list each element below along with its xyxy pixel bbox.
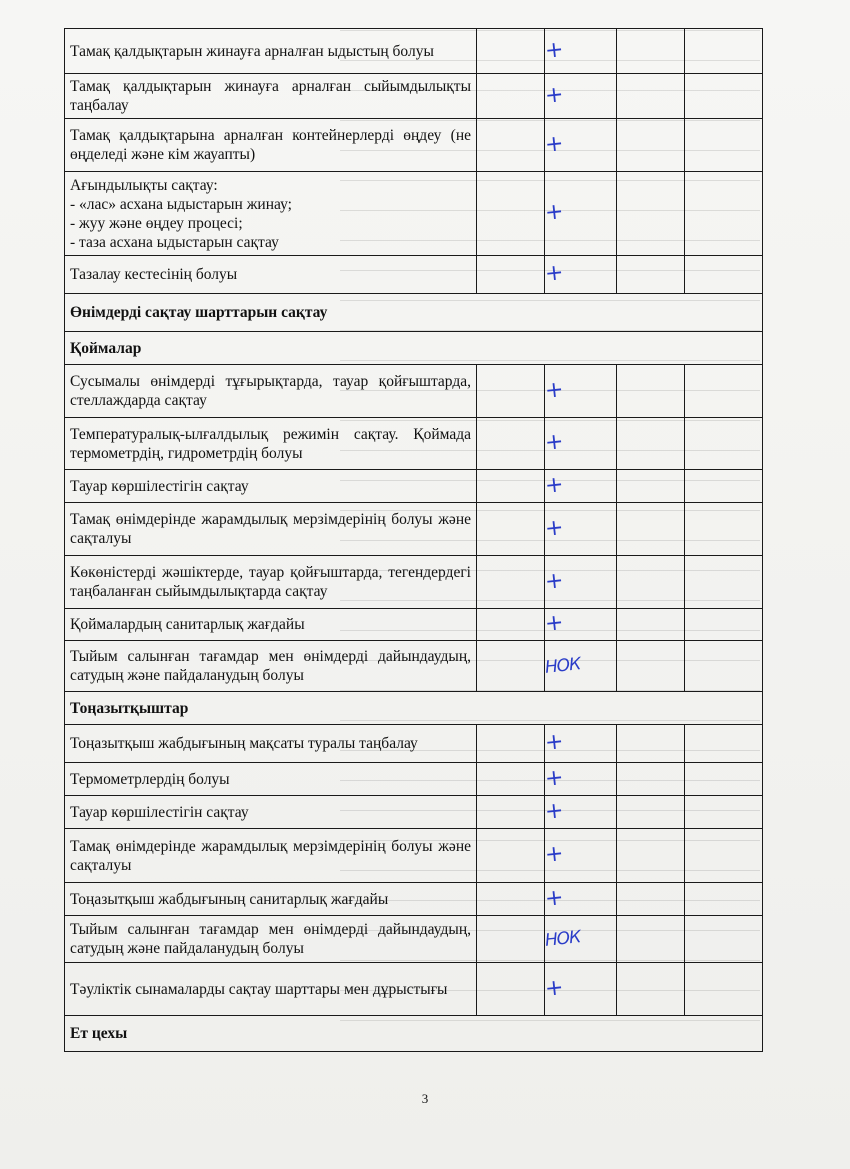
compliance-mark-cell bbox=[545, 829, 617, 883]
table-row bbox=[65, 609, 763, 641]
empty-cell bbox=[477, 556, 545, 609]
empty-cell bbox=[685, 763, 763, 796]
handwritten-mark: + bbox=[543, 260, 565, 287]
empty-cell bbox=[477, 74, 545, 119]
table-row bbox=[65, 119, 763, 172]
handwritten-mark: + bbox=[543, 884, 565, 912]
criterion-text: Тамақ өнімдерінде жарамдылық мерзімдерінің болуы және сақталуы bbox=[65, 503, 477, 556]
criterion-text: Тамақ өнімдерінде жарамдылық мерзімдерінің болуы және сақталуы bbox=[65, 829, 477, 883]
compliance-mark-cell bbox=[545, 503, 617, 556]
empty-cell bbox=[685, 365, 763, 418]
empty-cell bbox=[685, 172, 763, 256]
section-title: Өнімдерді сақтау шарттарын сақтау bbox=[65, 294, 763, 332]
criterion-text: Көкөністерді жәшіктерде, тауар қойғыштарда, тегендердегі таңбаланған сыйымдылықтарда сақтау bbox=[65, 556, 477, 609]
empty-cell bbox=[477, 503, 545, 556]
empty-cell bbox=[617, 883, 685, 916]
criterion-text: Термометрлердің болуы bbox=[65, 763, 477, 796]
subsection-storage: Қоймалар bbox=[65, 332, 763, 365]
handwritten-mark: + bbox=[543, 974, 565, 1002]
empty-cell bbox=[477, 418, 545, 470]
criterion-line: - жуу және өңдеу процесі; bbox=[70, 214, 243, 232]
empty-cell bbox=[617, 916, 685, 963]
empty-cell bbox=[477, 119, 545, 172]
compliance-mark-cell bbox=[545, 29, 617, 74]
handwritten-mark: НОК bbox=[543, 653, 582, 678]
compliance-mark-cell bbox=[545, 365, 617, 418]
compliance-mark-cell bbox=[545, 883, 617, 916]
empty-cell bbox=[617, 74, 685, 119]
compliance-mark-cell bbox=[545, 763, 617, 796]
compliance-mark-cell bbox=[545, 418, 617, 470]
empty-cell bbox=[685, 256, 763, 294]
compliance-mark-cell bbox=[545, 963, 617, 1016]
criterion-text: Тамақ қалдықтарын жинауға арналған сыйымдылықты таңбалау bbox=[65, 74, 477, 119]
empty-cell bbox=[477, 256, 545, 294]
handwritten-mark: + bbox=[543, 471, 565, 499]
empty-cell bbox=[477, 470, 545, 503]
empty-cell bbox=[617, 763, 685, 796]
table-row bbox=[65, 365, 763, 418]
empty-cell bbox=[685, 641, 763, 692]
criterion-text: Сусымалы өнімдерді тұғырықтарда, тауар қойғыштарда, стеллаждарда сақтау bbox=[65, 365, 477, 418]
handwritten-mark: + bbox=[543, 199, 565, 226]
empty-cell bbox=[617, 470, 685, 503]
criterion-line: Ағындылықты сақтау: bbox=[70, 176, 218, 194]
empty-cell bbox=[477, 829, 545, 883]
empty-cell bbox=[617, 556, 685, 609]
handwritten-mark: + bbox=[543, 841, 565, 868]
section-title-row bbox=[65, 294, 763, 332]
empty-cell bbox=[685, 829, 763, 883]
criterion-line: - таза асхана ыдыстарын сақтау bbox=[70, 233, 279, 251]
checklist-body bbox=[65, 29, 763, 1052]
table-row bbox=[65, 916, 763, 963]
compliance-mark-cell bbox=[545, 641, 617, 692]
table-row bbox=[65, 172, 763, 256]
empty-cell bbox=[617, 256, 685, 294]
subsection-fridges: Тоңазытқыштар bbox=[65, 692, 763, 725]
compliance-mark-cell bbox=[545, 119, 617, 172]
page-number: 3 bbox=[421, 1091, 429, 1106]
empty-cell bbox=[685, 418, 763, 470]
empty-cell bbox=[477, 916, 545, 963]
criterion-text: Тамақ қалдықтарын жинауға арналған ыдыстың болуы bbox=[65, 29, 477, 74]
criterion-text: Тауар көршілестігін сақтау bbox=[65, 796, 477, 829]
empty-cell bbox=[617, 641, 685, 692]
empty-cell bbox=[477, 883, 545, 916]
compliance-mark-cell bbox=[545, 556, 617, 609]
empty-cell bbox=[685, 503, 763, 556]
criterion-text: Тазалау кестесінің болуы bbox=[65, 256, 477, 294]
empty-cell bbox=[477, 641, 545, 692]
table-row bbox=[65, 503, 763, 556]
empty-cell bbox=[477, 29, 545, 74]
empty-cell bbox=[617, 725, 685, 763]
handwritten-mark: + bbox=[543, 130, 565, 158]
empty-cell bbox=[685, 725, 763, 763]
checklist-table bbox=[64, 28, 763, 1052]
table-row bbox=[65, 74, 763, 119]
subsection-fridges-row bbox=[65, 692, 763, 725]
handwritten-mark: + bbox=[543, 797, 565, 825]
compliance-mark-cell bbox=[545, 256, 617, 294]
empty-cell bbox=[617, 796, 685, 829]
empty-cell bbox=[685, 74, 763, 119]
handwritten-mark: + bbox=[543, 729, 565, 756]
empty-cell bbox=[617, 172, 685, 256]
subsection-meat: Ет цехы bbox=[65, 1016, 763, 1052]
criterion-text: Тыйым салынған тағамдар мен өнімдерді дайындаудың, сатудың және пайдаланудың болуы bbox=[65, 916, 477, 963]
table-row bbox=[65, 556, 763, 609]
handwritten-mark: + bbox=[543, 567, 565, 595]
criterion-line: - «лас» асхана ыдыстарын жинау; bbox=[70, 195, 292, 213]
table-row bbox=[65, 725, 763, 763]
table-row bbox=[65, 641, 763, 692]
empty-cell bbox=[685, 609, 763, 641]
compliance-mark-cell bbox=[545, 916, 617, 963]
empty-cell bbox=[685, 470, 763, 503]
table-row bbox=[65, 256, 763, 294]
empty-cell bbox=[685, 916, 763, 963]
empty-cell bbox=[617, 365, 685, 418]
empty-cell bbox=[617, 29, 685, 74]
compliance-mark-cell bbox=[545, 470, 617, 503]
compliance-mark-cell bbox=[545, 74, 617, 119]
criterion-text: Тамақ қалдықтарына арналған контейнерлерді өңдеу (не өңделеді және кім жауапты) bbox=[65, 119, 477, 172]
empty-cell bbox=[685, 29, 763, 74]
empty-cell bbox=[617, 119, 685, 172]
criterion-text: Тәуліктік сынамаларды сақтау шарттары мен дұрыстығы bbox=[65, 963, 477, 1016]
handwritten-mark: + bbox=[543, 764, 565, 792]
table-row bbox=[65, 418, 763, 470]
empty-cell bbox=[477, 172, 545, 256]
criterion-text: Қоймалардың санитарлық жағдайы bbox=[65, 609, 477, 641]
compliance-mark-cell bbox=[545, 725, 617, 763]
compliance-mark-cell bbox=[545, 609, 617, 641]
handwritten-mark: + bbox=[543, 376, 565, 404]
empty-cell bbox=[477, 763, 545, 796]
empty-cell bbox=[685, 883, 763, 916]
criterion-text: Температуралық-ылғалдылық режимін сақтау. Қоймада термометрдің, гидрометрдің болуы bbox=[65, 418, 477, 470]
table-row bbox=[65, 829, 763, 883]
table-row bbox=[65, 470, 763, 503]
handwritten-mark: + bbox=[543, 81, 565, 109]
compliance-mark-cell bbox=[545, 172, 617, 256]
empty-cell bbox=[477, 365, 545, 418]
empty-cell bbox=[477, 796, 545, 829]
subsection-meat-row bbox=[65, 1016, 763, 1052]
table-row bbox=[65, 29, 763, 74]
criterion-text: Тыйым салынған тағамдар мен өнімдерді дайындаудың, сатудың және пайдаланудың болуы bbox=[65, 641, 477, 692]
empty-cell bbox=[617, 609, 685, 641]
criterion-text: Тоңазытқыш жабдығының мақсаты туралы таңбалау bbox=[65, 725, 477, 763]
table-row bbox=[65, 883, 763, 916]
handwritten-mark: + bbox=[543, 514, 565, 542]
empty-cell bbox=[617, 963, 685, 1016]
handwritten-mark: + bbox=[543, 610, 565, 637]
criterion-text: Тоңазытқыш жабдығының санитарлық жағдайы bbox=[65, 883, 477, 916]
compliance-mark-cell bbox=[545, 796, 617, 829]
empty-cell bbox=[617, 829, 685, 883]
subsection-storage-row bbox=[65, 332, 763, 365]
handwritten-mark: НОК bbox=[543, 926, 582, 951]
handwritten-mark: + bbox=[543, 429, 565, 456]
empty-cell bbox=[477, 609, 545, 641]
empty-cell bbox=[477, 725, 545, 763]
table-row bbox=[65, 963, 763, 1016]
handwritten-mark: + bbox=[543, 36, 565, 64]
empty-cell bbox=[685, 119, 763, 172]
table-row bbox=[65, 763, 763, 796]
empty-cell bbox=[617, 503, 685, 556]
empty-cell bbox=[685, 796, 763, 829]
criterion-text bbox=[65, 172, 477, 256]
empty-cell bbox=[685, 556, 763, 609]
criterion-text: Тауар көршілестігін сақтау bbox=[65, 470, 477, 503]
table-row bbox=[65, 796, 763, 829]
empty-cell bbox=[477, 963, 545, 1016]
empty-cell bbox=[685, 963, 763, 1016]
empty-cell bbox=[617, 418, 685, 470]
